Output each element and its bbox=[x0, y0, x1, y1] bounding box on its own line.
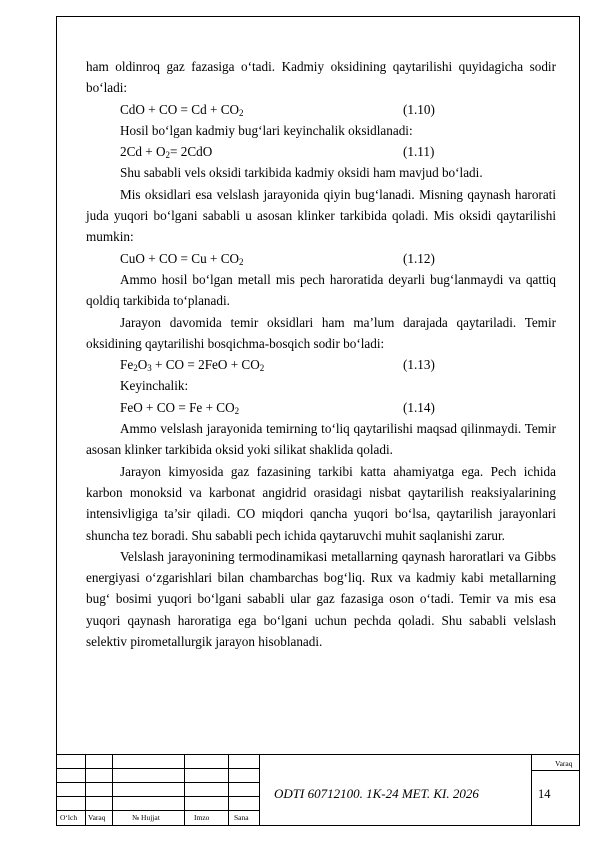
equation-number: (1.12) bbox=[403, 250, 435, 266]
equation-1-10 bbox=[86, 99, 556, 120]
equation-number: (1.13) bbox=[403, 357, 435, 373]
equation-number: (1.11) bbox=[403, 144, 435, 160]
equation-text: CdO + CO = $Cd + CO_2$ bbox=[120, 101, 244, 118]
stamp-col-hujjat: № Hujjat bbox=[132, 813, 160, 822]
stamp-col-imzo: Imzo bbox=[194, 813, 210, 822]
paragraph-9: Jarayon kimyosida gaz fazasining tarkibi katta ahamiyatga ega. Pech ichida karbon monoksid va karbonat angidrid orasidagi nisbat qaytarilish reaksiyalarining intensivligiga ta’sir qiladi. CO miqdori qancha yuqori bo‘lsa, qaytarilish jarayonlari shuncha tez boradi. Shu sababli pech ichida qaytaruvchi muhit saqlanishi zarur. bbox=[86, 463, 556, 543]
sheet-label: Varaq bbox=[555, 759, 573, 768]
paragraph-8: Ammo velslash jarayonida temirning to‘liq qaytarilishi maqsad qilinmaydi. Temir asosan klinker tarkibida oksid yoki silikat shaklida qoladi. bbox=[86, 421, 556, 458]
stamp-col-varaq: Varaq bbox=[88, 813, 106, 822]
paragraph-4: Mis oksidlari esa velslash jarayonida qiyin bug‘lanadi. Misning qaynash harorati juda yuqori bo‘lgani sababli u asosan klinker tarkibida qoladi. Mis oksidi qaytarilishi mumkin: bbox=[86, 186, 556, 245]
paragraph-2: Hosil bo‘lgan kadmiy bug‘lari keyinchalik oksidlanadi: bbox=[120, 122, 413, 138]
equation-number: (1.10) bbox=[403, 101, 435, 117]
document-code: ODTI 60712100. 1K-24 MET. KI. 2026 bbox=[274, 786, 479, 801]
paragraph-1: ham oldinroq gaz fazasiga o‘tadi. Kadmiy oksidining qaytarilishi quyidagicha sodir bo‘ladi: bbox=[86, 59, 556, 96]
stamp-col-sana: Sana bbox=[234, 813, 249, 822]
equation-1-14 bbox=[86, 397, 556, 418]
title-block-stamp bbox=[56, 754, 580, 826]
document-body bbox=[86, 56, 556, 652]
equation-1-11 bbox=[86, 141, 556, 162]
paragraph-3: Shu sababli vels oksidi tarkibida kadmiy oksidi ham mavjud bo‘ladi. bbox=[120, 165, 483, 181]
equation-1-12 bbox=[86, 248, 556, 269]
stamp-col-olch: O‘lch bbox=[60, 813, 78, 822]
paragraph-7: Keyinchalik: bbox=[120, 378, 189, 394]
paragraph-5: Ammo hosil bo‘lgan metall mis pech haroratida deyarli bug‘lanmaydi va qattiq qoldiq tarkibida to‘planadi. bbox=[86, 271, 556, 309]
equation-text: $Fe_2O_3$ + CO = $2FeO + CO_2$ bbox=[120, 357, 265, 374]
equation-text: CuO + CO = $Cu + CO_2$ bbox=[120, 250, 244, 267]
equation-text: $2Cd + O_2= 2CdO$ bbox=[120, 144, 213, 161]
paragraph-10: Velslash jarayonining termodinamikasi metallarning qaynash haroratlari va Gibbs energiyasi o‘zgarishlari bilan chambarchas bog‘liq. Rux va kadmiy kabi metallarning bug‘ bosimi yuqori bo‘lgani sababli ular gaz fazasiga oson o‘tadi. Temir va mis esa yuqori qaynash haroratiga ega bo‘lgani uchun pechda qoladi. Shu sababli velslash selektiv pirometallurgik jarayon hisoblanadi. bbox=[86, 548, 556, 650]
equation-text: FeO + CO = $Fe + CO_2$ bbox=[120, 399, 240, 416]
equation-1-13 bbox=[86, 354, 556, 375]
equation-number: (1.14) bbox=[403, 399, 435, 415]
page-number: 14 bbox=[538, 787, 551, 801]
paragraph-6: Jarayon davomida temir oksidlari ham ma’lum darajada qaytariladi. Temir oksidining qaytarilishi bosqichma-bosqich sodir bo‘ladi: bbox=[86, 314, 556, 351]
